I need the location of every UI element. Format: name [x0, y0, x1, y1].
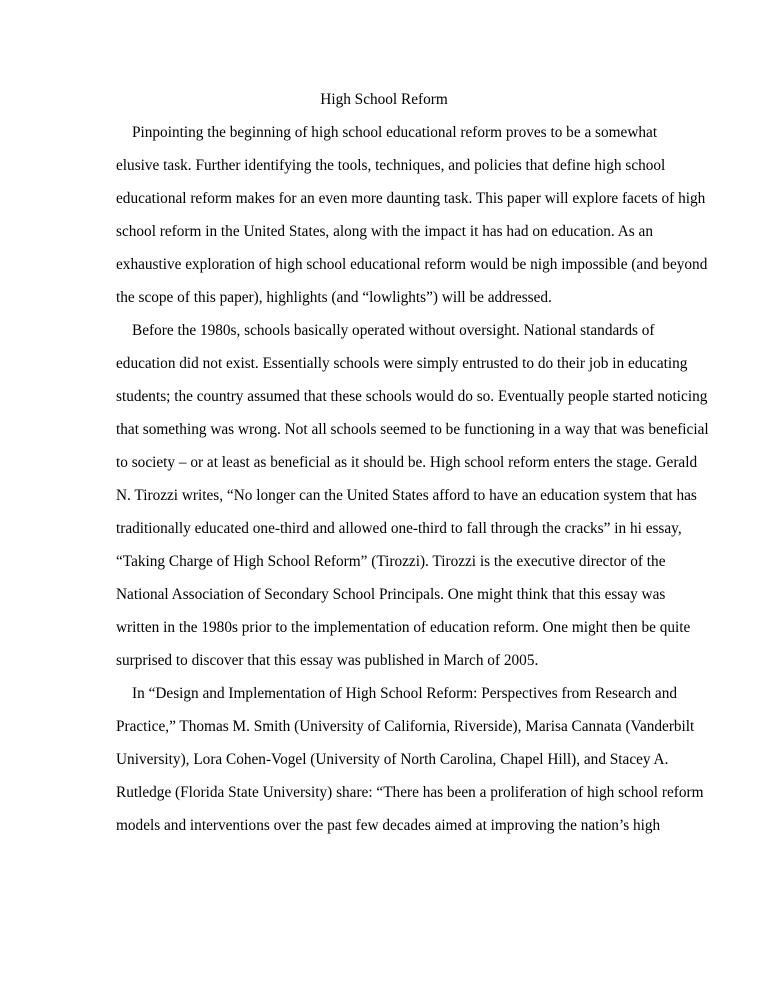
paragraph-2-line-2: education did not exist. Essentially schools were simply entrusted to do their job in educating	[116, 355, 688, 372]
document-title: High School Reform	[320, 91, 448, 108]
paragraph-2-line-9: National Association of Secondary School Principals. One might think that this essay was	[116, 586, 666, 603]
paragraph-2-line-3: students; the country assumed that these schools would do so. Eventually people started noticing	[116, 388, 708, 405]
paragraph-2-line-1: Before the 1980s, schools basically operated without oversight. National standards of	[132, 322, 655, 339]
paragraph-1-line-1: Pinpointing the beginning of high school educational reform proves to be a somewhat	[132, 124, 658, 141]
paragraph-1-line-4: school reform in the United States, along with the impact it has had on education. As an	[116, 223, 653, 240]
paragraph-3-line-1: In “Design and Implementation of High School Reform: Perspectives from Research and	[132, 685, 678, 702]
paragraph-2-line-7: traditionally educated one-third and allowed one-third to fall through the cracks” in hi essay,	[116, 520, 682, 537]
paragraph-2-line-10: written in the 1980s prior to the implementation of education reform. One might then be quite	[116, 619, 691, 636]
paragraph-3-line-4: Rutledge (Florida State University) share: “There has been a proliferation of high school reform	[116, 784, 704, 801]
paragraph-1-line-3: educational reform makes for an even more daunting task. This paper will explore facets of high	[116, 190, 706, 207]
paragraph-3-line-2: Practice,” Thomas M. Smith (University of California, Riverside), Marisa Cannata (Vanderbilt	[116, 718, 695, 735]
paragraph-1-line-5: exhaustive exploration of high school educational reform would be nigh impossible (and beyond	[116, 256, 708, 273]
paragraph-2-line-4: that something was wrong. Not all schools seemed to be functioning in a way that was beneficial	[116, 421, 709, 438]
paragraph-2-line-8: “Taking Charge of High School Reform” (Tirozzi). Tirozzi is the executive director of the	[116, 553, 666, 570]
paragraph-3-line-5: models and interventions over the past few decades aimed at improving the nation’s high	[116, 817, 661, 834]
paragraph-2-line-6: N. Tirozzi writes, “No longer can the United States afford to have an education system that has	[116, 487, 697, 504]
paragraph-1-line-6: the scope of this paper), highlights (and “lowlights”) will be addressed.	[116, 289, 552, 306]
paragraph-3-line-3: University), Lora Cohen-Vogel (University of North Carolina, Chapel Hill), and Stacey A.	[116, 751, 669, 768]
paragraph-1-line-2: elusive task. Further identifying the tools, techniques, and policies that define high school	[116, 157, 666, 174]
paragraph-2-line-11: surprised to discover that this essay was published in March of 2005.	[116, 652, 539, 669]
paragraph-2-line-5: to society – or at least as beneficial as it should be. High school reform enters the stage. Gerald	[116, 454, 698, 471]
